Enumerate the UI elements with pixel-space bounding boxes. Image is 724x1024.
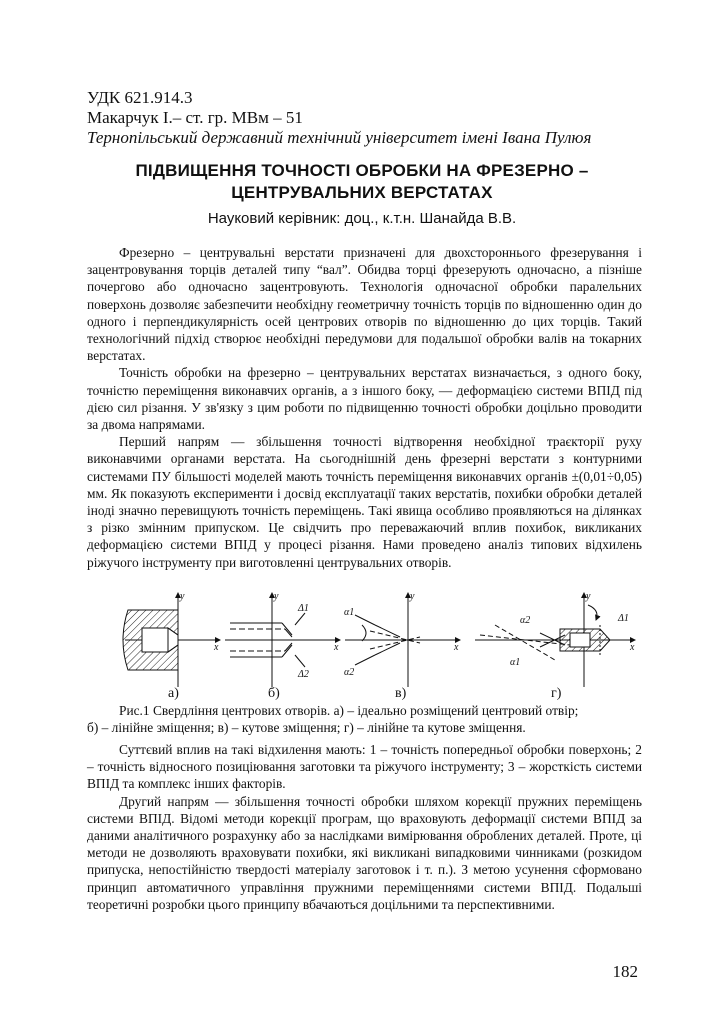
- diagram-b: [225, 593, 340, 687]
- diagram-d: [475, 593, 635, 687]
- title-line-2: ЦЕНТРУВАЛЬНИХ ВЕРСТАТАХ: [231, 183, 493, 202]
- figure-caption: [87, 702, 642, 736]
- axis-x-d: x: [630, 642, 635, 653]
- delta1-label-d: Δ1: [618, 613, 629, 624]
- paragraph-4: Суттєвий вплив на такі відхилення мають: 1 – точність попередньої обробки поверхонь; 2 – точність відносного позиціювання заготовки та ріжучого інструменту; 3 – жорсткість системи ВПІД та комплекс інших факторів.: [87, 742, 642, 792]
- sublabel-c: в): [395, 686, 407, 701]
- diagram-a: [123, 593, 220, 687]
- figure-drilling-diagrams: [100, 585, 640, 690]
- axis-y-b: y: [274, 591, 279, 602]
- axis-y-a: y: [180, 591, 185, 602]
- paper-title: [60, 160, 664, 204]
- paragraph-3: Перший напрям — збільшення точності відтворення необхідної траєкторії руху виконавчими органами верстата. На сьогоднішній день фрезерні верстати з контурними системами ПУ більшості моделей мають точність переміщення виконавчих органів ±(0,01÷0,05) мм. Як показують експерименти і досвід експлуатації таких верстатів, похибки обробки деталей іноді значно перевищують точність переміщень. Такі явища особливо проявляються на ділянках з різко змінним припуском. Це свідчить про переважаючий вплив похибок, викликаних деформацією системи ВПІД у процесі різання. Нами проведено аналіз типових відхилень ріжучого інструменту при виготовленні центрувальних отворів.: [87, 434, 642, 570]
- paragraph-1: Фрезерно – центрувальні верстати призначені для двохстороннього фрезерування і зацентровування торців деталей типу “вал”. Обидва торці фрезерують одночасно, а пізніше почергово або одночасно зацентровують. Технологія одночасної обробки паралельних поверхонь дозволяє забезпечити необхідну геометричну точність торців по відношенню один до одного і перпендикулярність осей центрових отворів по відношенню до цих торців. Такий технологічний підхід створює необхідні передумови для подальшої обробки валів на токарних верстатах.: [87, 245, 642, 364]
- axis-x-b: x: [334, 642, 339, 653]
- caption-line-2: б) – лінійне зміщення; в) – кутове зміщення; г) – лінійне та кутове зміщення.: [87, 720, 526, 736]
- author-line: Макарчук І.– ст. гр. МВм – 51: [87, 108, 303, 127]
- sublabel-b: б): [268, 686, 280, 701]
- university-line: Тернопільський державний технічний університет імені Івана Пулюя: [87, 128, 592, 147]
- alpha2-label-c: α2: [344, 667, 355, 678]
- delta1-label-b: Δ1: [298, 603, 309, 614]
- sublabel-a: а): [168, 686, 179, 701]
- udc-code: УДК 621.914.3: [87, 88, 193, 107]
- body-text-2: [87, 741, 642, 913]
- paragraph-2: Точність обробки на фрезерно – центрувальних верстатах визначається, з одного боку, точністю переміщення виконавчих органів, а з іншого боку, — деформацією системи ВПІД під дією сил різання. У зв'язку з цим роботи по підвищенню точності обробки доцільно проводити за двома напрямами.: [87, 365, 642, 433]
- caption-line-1: Рис.1 Свердління центрових отворів. а) – ідеально розміщений центровий отвір;: [119, 703, 579, 718]
- delta2-label-b: Δ2: [298, 669, 309, 680]
- sublabel-d: г): [551, 686, 562, 701]
- title-line-1: ПІДВИЩЕННЯ ТОЧНОСТІ ОБРОБКИ НА ФРЕЗЕРНО –: [135, 161, 589, 180]
- alpha1-label-c: α1: [344, 607, 355, 618]
- axis-x-a: x: [214, 642, 219, 653]
- advisor-line: Науковий керівник: доц., к.т.н. Шанайда В.В.: [207, 210, 517, 227]
- axis-y-c: y: [410, 591, 415, 602]
- body-text-1: [87, 244, 642, 571]
- paragraph-5: Другий напрям — збільшення точності обробки шляхом корекції пружних переміщень системи ВПІД. Відомі методи корекції програм, що враховують деформації системи ВПІД за даними аналітичного розрахунку або за наслідками вимірювання оброблених деталей. Проте, ці методи не дозволяють враховувати похибки, які викликані випадковими чинниками (розкидом припуска, непостійністю твердості матеріалу заготовок і т. п.). З метою усунення сформовано принцип автоматичного управління пружними переміщеннями системи ВПІД. Подальші теоретичні розробки цього принципу вбачаються доцільними та перспективними.: [87, 793, 642, 912]
- page-number: 182: [612, 962, 638, 981]
- alpha1-label-d: α1: [510, 657, 521, 668]
- axis-y-d: y: [586, 591, 591, 602]
- axis-x-c: x: [454, 642, 459, 653]
- diagram-c: [345, 593, 460, 687]
- alpha2-label-d: α2: [520, 615, 531, 626]
